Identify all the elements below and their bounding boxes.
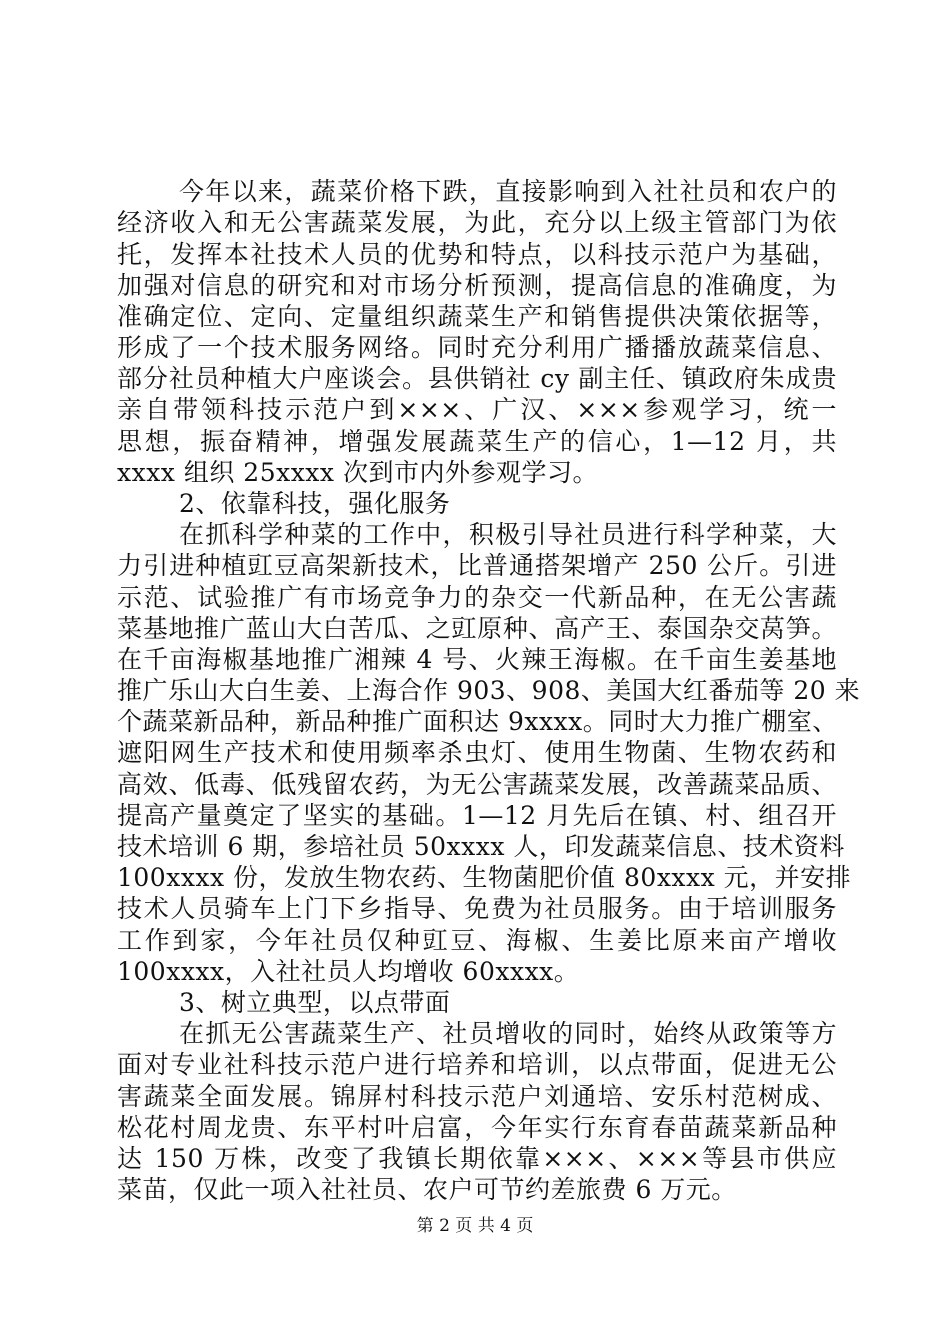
paragraph-2-line-4: 菜基地推广蓝山大白苦瓜、之豇原种、高产王、泰国杂交莴笋。 [117,614,837,643]
paragraph-3-line-5: 达 150 万株，改变了我镇长期依靠×××、×××等县市供应 [117,1144,837,1173]
paragraph-2-line-7: 个蔬菜新品种，新品种推广面积达 9xxxx。同时大力推广棚室、 [117,707,838,736]
paragraph-2-line-5: 在千亩海椒基地推广湘辣 4 号、火辣王海椒。在千亩生姜基地 [117,645,837,674]
paragraph-2-line-13: 技术人员骑车上门下乡指导、免费为社员服务。由于培训服务 [117,894,837,923]
paragraph-2-line-10: 提高产量奠定了坚实的基础。1—12 月先后在镇、村、组召开 [117,801,837,830]
section-heading-3: 3、树立典型，以点带面 [179,988,451,1017]
paragraph-1-line-2: 经济收入和无公害蔬菜发展，为此，充分以上级主管部门为依 [117,208,837,237]
paragraph-2-line-12: 100xxxx 份，发放生物农药、生物菌肥价值 80xxxx 元，并安排 [117,863,852,892]
paragraph-1-line-8: 亲自带领科技示范户到×××、广汉、×××参观学习，统一 [117,395,837,424]
paragraph-2-line-8: 遮阳网生产技术和使用频率杀虫灯、使用生物菌、生物农药和 [117,738,837,767]
paragraph-1-line-6: 形成了一个技术服务网络。同时充分利用广播播放蔬菜信息、 [117,333,837,362]
section-heading-2: 2、依靠科技，强化服务 [179,489,451,518]
paragraph-1-line-9: 思想，振奋精神，增强发展蔬菜生产的信心，1—12 月，共 [117,427,837,456]
paragraph-1-line-10: xxxx 组织 25xxxx 次到市内外参观学习。 [117,458,598,487]
paragraph-3-line-2: 面对专业社科技示范户进行培养和培训，以点带面，促进无公 [117,1050,837,1079]
paragraph-3-line-4: 松花村周龙贵、东平村叶启富，今年实行东育春苗蔬菜新品种 [117,1113,837,1142]
paragraph-1-line-1: 今年以来，蔬菜价格下跌，直接影响到入社社员和农户的 [179,177,837,206]
paragraph-1-line-5: 准确定位、定向、定量组织蔬菜生产和销售提供决策依据等， [117,302,837,331]
paragraph-2-line-11: 技术培训 6 期，参培社员 50xxxx 人，印发蔬菜信息、技术资料 [117,832,845,861]
paragraph-2-line-14: 工作到家，今年社员仅种豇豆、海椒、生姜比原来亩产增收 [117,926,837,955]
paragraph-2-line-15: 100xxxx，入社社员人均增收 60xxxx。 [117,957,580,986]
paragraph-1-line-3: 托，发挥本社技术人员的优势和特点，以科技示范户为基础， [117,240,837,269]
paragraph-3-line-1: 在抓无公害蔬菜生产、社员增收的同时，始终从政策等方 [179,1019,837,1048]
paragraph-2-line-2: 力引进种植豇豆高架新技术，比普通搭架增产 250 公斤。引进 [117,551,837,580]
page-number-footer: 第 2 页 共 4 页 [416,1216,534,1236]
paragraph-3-line-3: 害蔬菜全面发展。锦屏村科技示范户刘通培、安乐村范树成、 [117,1082,837,1111]
paragraph-1-line-7: 部分社员种植大户座谈会。县供销社 cy 副主任、镇政府朱成贵 [117,364,837,393]
paragraph-2-line-6: 推广乐山大白生姜、上海合作 903、908、美国大红番茄等 20 来 [117,676,861,705]
paragraph-1-line-4: 加强对信息的研究和对市场分析预测，提高信息的准确度，为 [117,271,837,300]
paragraph-3-line-6: 菜苗，仅此一项入社社员、农户可节约差旅费 6 万元。 [117,1175,737,1204]
paragraph-2-line-9: 高效、低毒、低残留农药，为无公害蔬菜发展，改善蔬菜品质、 [117,770,837,799]
paragraph-2-line-3: 示范、试验推广有市场竞争力的杂交一代新品种，在无公害蔬 [117,583,837,612]
paragraph-2-line-1: 在抓科学种菜的工作中，积极引导社员进行科学种菜，大 [179,520,837,549]
